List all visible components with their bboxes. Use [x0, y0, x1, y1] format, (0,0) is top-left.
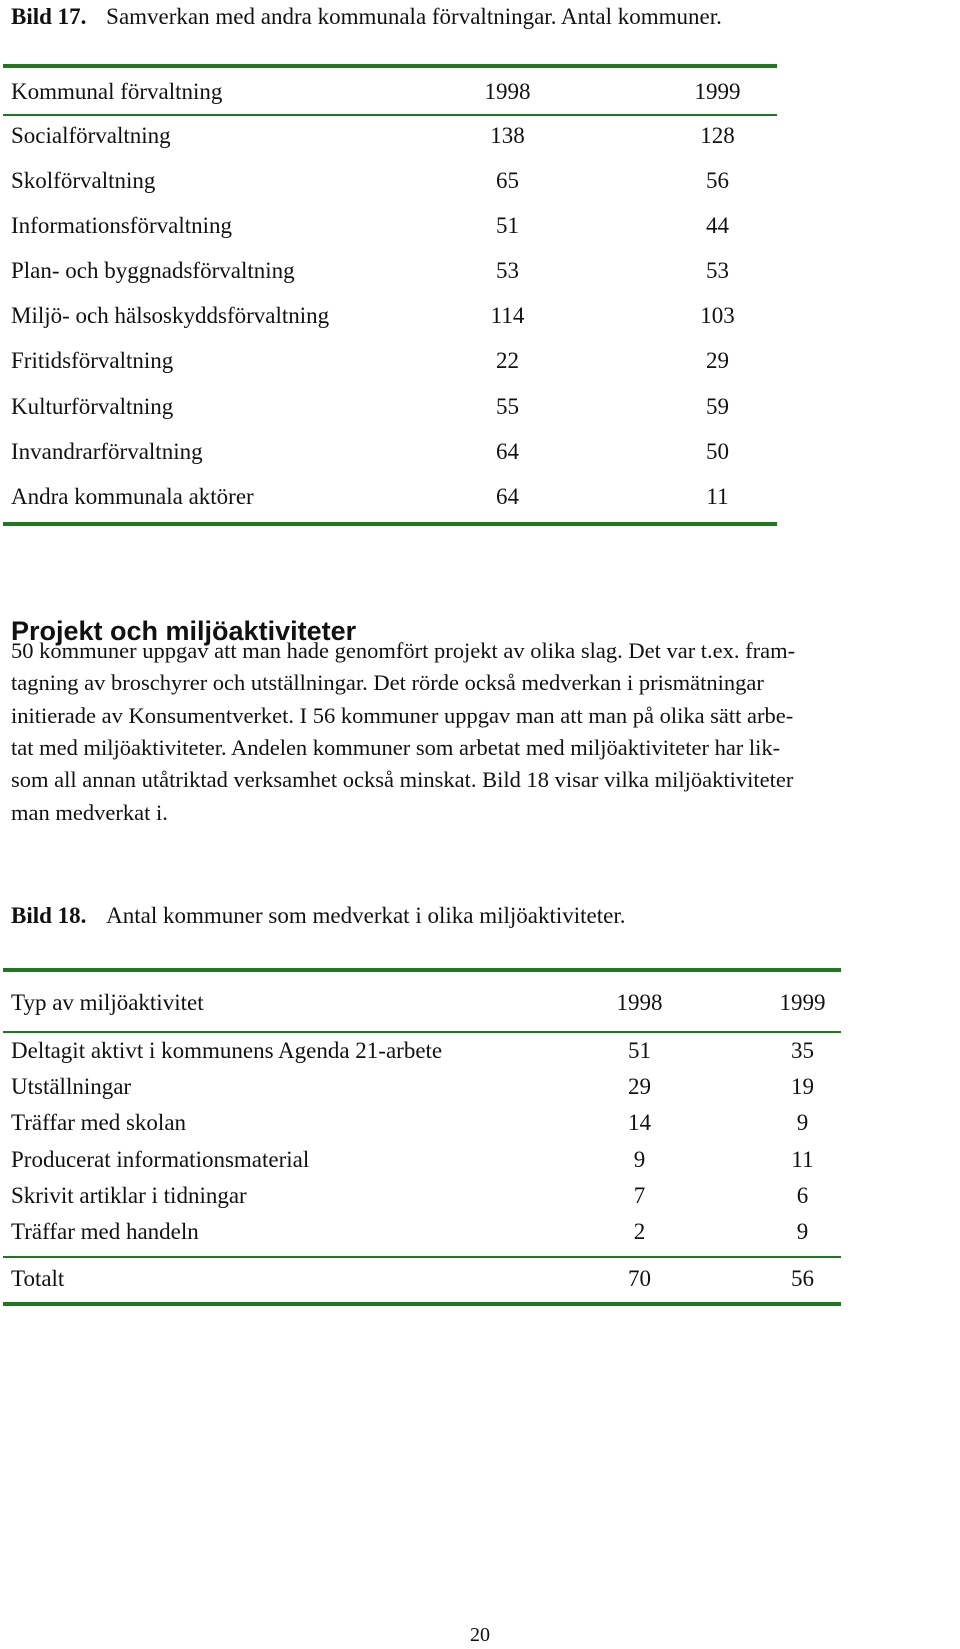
table-row	[0, 393, 800, 423]
table-row	[0, 1037, 880, 1067]
row-name: Socialförvaltning	[11, 123, 171, 148]
row-name: Informationsförvaltning	[11, 213, 233, 238]
row-1999: 9	[796, 1110, 809, 1135]
table-row	[0, 1218, 880, 1248]
total-name: Totalt	[11, 1266, 65, 1291]
paragraph-line: man medverkat i.	[11, 800, 168, 825]
paragraph-line: tagning av broschyrer och utställningar. Det rörde också medverkan i prismätningar	[11, 670, 764, 695]
row-1998: 51	[496, 213, 519, 238]
row-1999: 53	[706, 258, 729, 283]
row-1998: 114	[490, 303, 525, 328]
row-1998: 64	[496, 484, 519, 509]
row-1998: 138	[490, 123, 525, 148]
total-1999: 56	[791, 1266, 814, 1291]
row-1998: 64	[496, 439, 519, 464]
row-1999: 9	[796, 1219, 809, 1244]
row-1998: 51	[628, 1038, 651, 1063]
table-row	[0, 483, 800, 513]
table2-header-1999: 1999	[779, 990, 826, 1015]
row-1999: 6	[796, 1183, 809, 1208]
table1-header-name: Kommunal förvaltning	[11, 79, 223, 104]
row-name: Invandrarförvaltning	[11, 439, 203, 464]
table-row	[0, 438, 800, 468]
row-1998: 22	[496, 348, 519, 373]
row-1999: 128	[700, 123, 735, 148]
table-row	[0, 1109, 880, 1139]
row-1998: 53	[496, 258, 519, 283]
row-1999: 11	[791, 1147, 814, 1172]
row-name: Fritidsförvaltning	[11, 348, 174, 373]
table2-header-rule	[3, 1031, 841, 1033]
row-1998: 9	[633, 1147, 646, 1172]
table2-total-row	[0, 1265, 880, 1295]
table-row	[0, 1073, 880, 1103]
figure17-label: Bild 17.	[11, 4, 87, 29]
row-name: Skolförvaltning	[11, 168, 156, 193]
row-name: Plan- och byggnadsförvaltning	[11, 258, 295, 283]
row-1998: 7	[633, 1183, 646, 1208]
row-1999: 103	[700, 303, 735, 328]
table-row	[0, 1182, 880, 1212]
row-name: Deltagit aktivt i kommunens Agenda 21-arbete	[11, 1038, 443, 1063]
total-1998: 70	[628, 1266, 651, 1291]
table-row	[0, 347, 800, 377]
row-1999: 19	[791, 1074, 814, 1099]
row-name: Skrivit artiklar i tidningar	[11, 1183, 247, 1208]
figure17-title: Samverkan med andra kommunala förvaltningar. Antal kommuner.	[106, 4, 722, 29]
row-1999: 44	[706, 213, 729, 238]
row-1998: 2	[633, 1219, 646, 1244]
table-row	[0, 167, 800, 197]
table2-header-row	[0, 989, 880, 1019]
row-name: Producerat informationsmaterial	[11, 1147, 310, 1172]
figure18-title: Antal kommuner som medverkat i olika miljöaktiviteter.	[106, 903, 626, 928]
table1-header-rule	[3, 114, 777, 116]
row-name: Kulturförvaltning	[11, 394, 174, 419]
paragraph-line: som all annan utåtriktad verksamhet också minskat. Bild 18 visar vilka miljöaktiviteter	[11, 767, 794, 792]
row-name: Träffar med skolan	[11, 1110, 187, 1135]
row-1999: 59	[706, 394, 729, 419]
row-name: Träffar med handeln	[11, 1219, 199, 1244]
row-1999: 29	[706, 348, 729, 373]
table1-top-rule	[3, 64, 777, 68]
table1-header-row	[0, 78, 800, 108]
row-1999: 50	[706, 439, 729, 464]
table-row	[0, 212, 800, 242]
row-name: Miljö- och hälsoskyddsförvaltning	[11, 303, 330, 328]
page-number: 20	[470, 1624, 490, 1646]
row-1998: 65	[496, 168, 519, 193]
section-heading: Projekt och miljöaktiviteter	[11, 616, 357, 646]
table2-bottom-rule	[3, 1302, 841, 1306]
figure17-caption	[11, 3, 722, 31]
table1-bottom-rule	[3, 522, 777, 526]
paragraph-line: 50 kommuner uppgav att man hade genomfört projekt av olika slag. Det var t.ex. fram-	[11, 638, 796, 663]
row-1998: 14	[628, 1110, 651, 1135]
table-row	[0, 302, 800, 332]
row-name: Utställningar	[11, 1074, 132, 1099]
table2-header-name: Typ av miljöaktivitet	[11, 990, 204, 1015]
row-1998: 55	[496, 394, 519, 419]
table2-header-1998: 1998	[616, 990, 663, 1015]
table1-header-1998: 1998	[484, 79, 531, 104]
row-1999: 35	[791, 1038, 814, 1063]
paragraph-line: tat med miljöaktiviteter. Andelen kommuner som arbetat med miljöaktiviteter har lik-	[11, 735, 781, 760]
row-name: Andra kommunala aktörer	[11, 484, 254, 509]
paragraph-line: initierade av Konsumentverket. I 56 kommuner uppgav man att man på olika sätt arbe-	[11, 703, 794, 728]
table-row	[0, 257, 800, 287]
table-row	[0, 122, 800, 152]
figure18-caption	[11, 902, 625, 930]
figure18-label: Bild 18.	[11, 903, 87, 928]
table-row	[0, 1146, 880, 1176]
row-1999: 11	[706, 484, 729, 509]
table2-total-rule	[3, 1256, 841, 1258]
table1-header-1999: 1999	[694, 79, 741, 104]
row-1998: 29	[628, 1074, 651, 1099]
table2-top-rule	[3, 968, 841, 972]
row-1999: 56	[706, 168, 729, 193]
